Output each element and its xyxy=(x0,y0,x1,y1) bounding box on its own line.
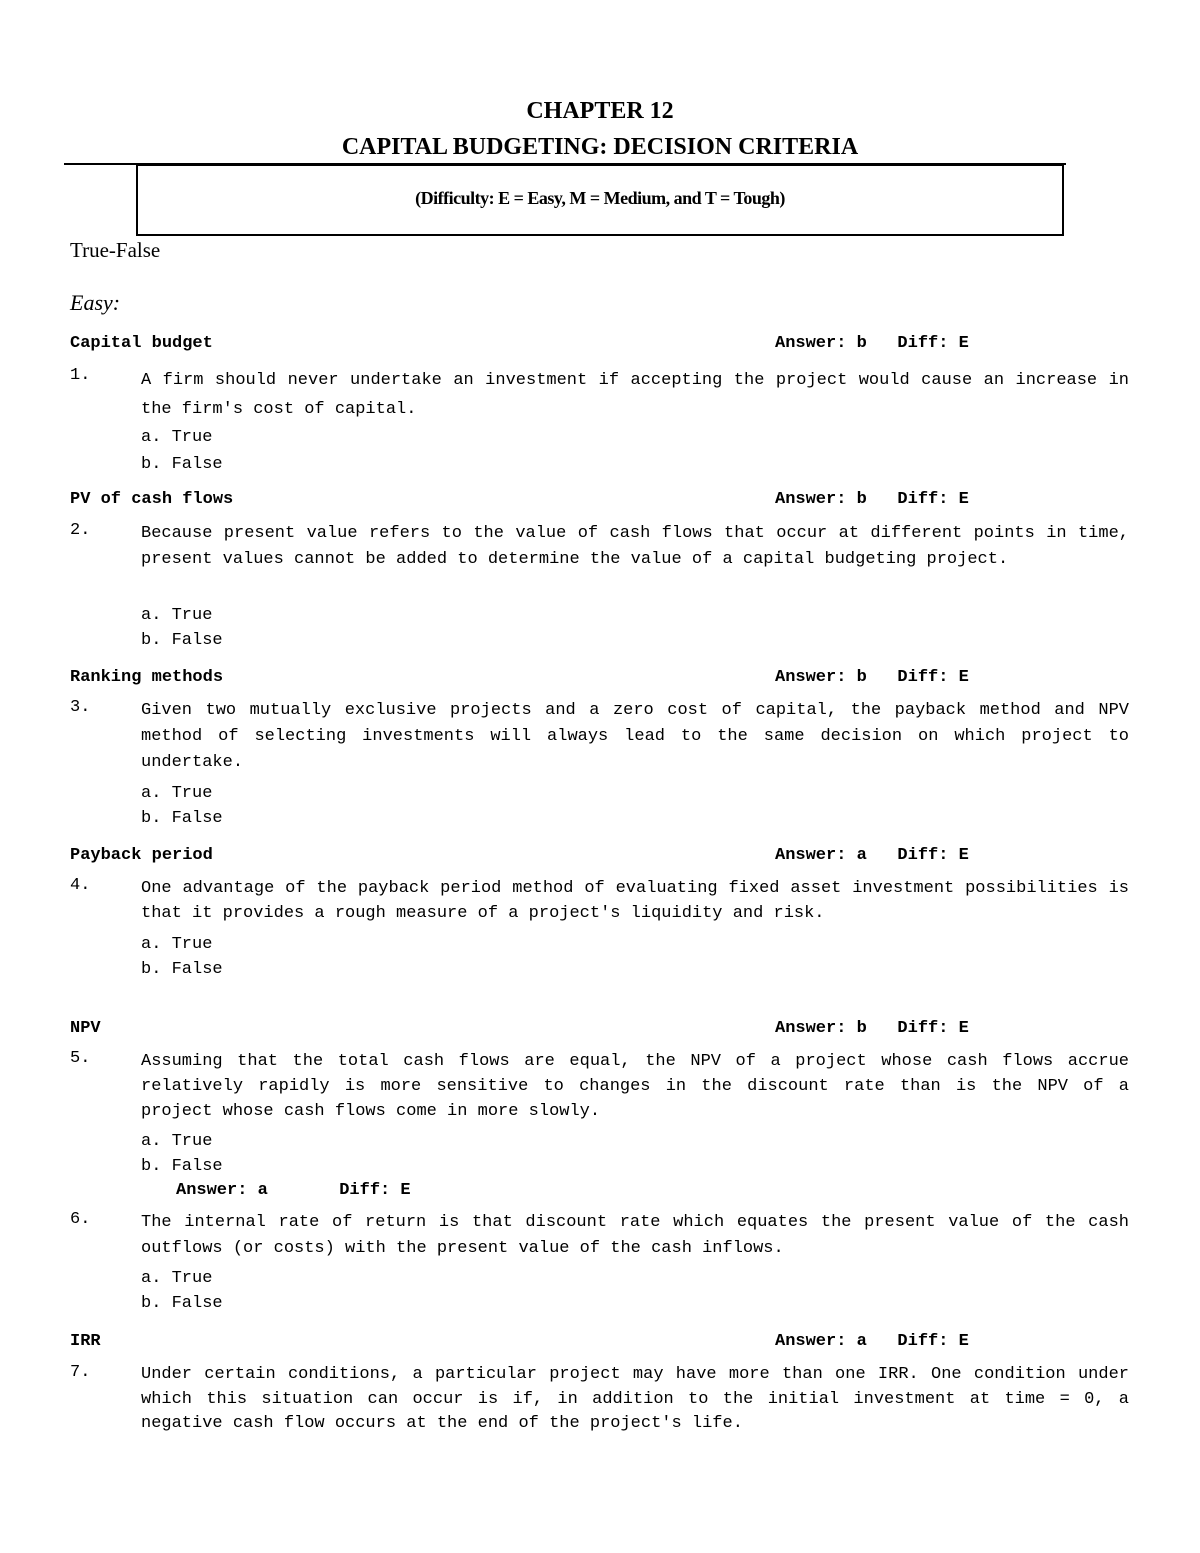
option-true: a. True xyxy=(141,606,213,625)
question-number: 2. xyxy=(70,521,91,540)
question-number: 5. xyxy=(70,1049,91,1068)
question-topic: PV of cash flows xyxy=(70,490,234,509)
question-text: A firm should never undertake an investment if accepting the project would cause an increase in the firm's cost of capital. xyxy=(141,371,1129,419)
section-title: True-False xyxy=(70,238,161,262)
question-text: Because present value refers to the value of cash flows that occur at different points in time, present values cannot be added to determine the value of a capital budgeting project. xyxy=(141,524,1129,569)
question-number: 6. xyxy=(70,1210,91,1229)
option-true: a. True xyxy=(141,1269,213,1288)
chapter-number: CHAPTER 12 xyxy=(526,98,674,124)
question-answer: Answer: a Diff: E xyxy=(775,846,969,865)
question-answer: Answer: a Diff: E xyxy=(775,1332,969,1351)
question-text: Under certain conditions, a particular project may have more than one IRR. One condition under which this situation can occur is if, in addition to the initial investment at time = 0, a negative cash flow occurs at the end of the project's life. xyxy=(141,1365,1129,1433)
question-text: The internal rate of return is that discount rate which equates the present value of the cash outflows (or costs) with the present value of the cash inflows. xyxy=(141,1213,1129,1258)
question-number: 1. xyxy=(70,366,91,385)
option-false: b. False xyxy=(141,455,223,474)
option-false: b. False xyxy=(141,631,223,650)
question-answer: Answer: b Diff: E xyxy=(775,334,969,353)
question-text: Assuming that the total cash flows are equal, the NPV of a project whose cash flows accrue relatively rapidly is more sensitive to changes in the discount rate than is the NPV of a project whose cash flows come in more slowly. xyxy=(141,1052,1129,1121)
difficulty-legend: (Difficulty: E = Easy, M = Medium, and T = Tough) xyxy=(415,188,785,208)
question-topic: Ranking methods xyxy=(70,668,224,687)
option-false: b. False xyxy=(141,1157,223,1176)
option-false: b. False xyxy=(141,809,223,828)
question-topic: Capital budget xyxy=(70,334,213,353)
option-true: a. True xyxy=(141,428,213,447)
question-answer: Answer: b Diff: E xyxy=(775,1019,969,1038)
question-topic: IRR xyxy=(70,1332,101,1351)
question-answer: Answer: b Diff: E xyxy=(775,668,969,687)
question-topic: NPV xyxy=(70,1019,101,1038)
option-false: b. False xyxy=(141,960,223,979)
question-topic: Payback period xyxy=(70,846,213,865)
difficulty-box xyxy=(136,164,1064,236)
option-false: b. False xyxy=(141,1294,223,1313)
question-text: One advantage of the payback period method of evaluating fixed asset investment possibilities is that it provides a rough measure of a project's liquidity and risk. xyxy=(141,879,1129,923)
question-text: Given two mutually exclusive projects and a zero cost of capital, the payback method and NPV method of selecting investments will always lead to the same decision on which project to undertake. xyxy=(141,701,1129,772)
chapter-title: CAPITAL BUDGETING: DECISION CRITERIA xyxy=(341,134,859,160)
question-answer: Answer: a Diff: E xyxy=(176,1181,411,1200)
question-answer: Answer: b Diff: E xyxy=(775,490,969,509)
subsection-title: Easy: xyxy=(70,290,121,315)
question-number: 4. xyxy=(70,876,91,895)
question-number: 7. xyxy=(70,1363,91,1382)
question-number: 3. xyxy=(70,698,91,717)
option-true: a. True xyxy=(141,784,213,803)
option-true: a. True xyxy=(141,1132,213,1151)
option-true: a. True xyxy=(141,935,213,954)
